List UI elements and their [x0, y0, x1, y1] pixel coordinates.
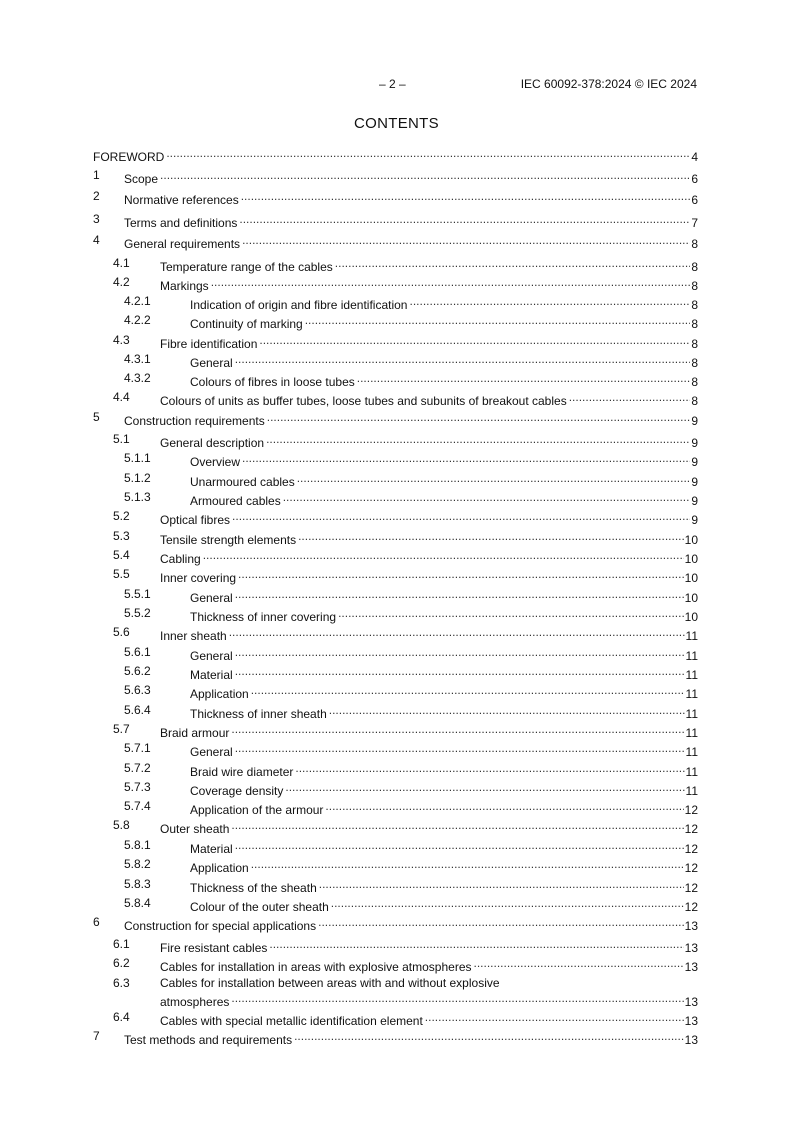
toc-entry-page: 9	[691, 475, 698, 489]
toc-entry-page: 6	[691, 193, 698, 207]
dot-leader	[266, 432, 690, 447]
toc-entry-page: 11	[685, 687, 698, 701]
toc-entry[interactable]	[93, 625, 698, 643]
toc-entry-page: 11	[685, 726, 698, 740]
dot-leader	[425, 1010, 684, 1025]
toc-entry[interactable]	[93, 956, 698, 974]
toc-entry-page: 11	[685, 629, 698, 643]
toc-entry-number: 5.5.2	[124, 606, 151, 620]
toc-entry[interactable]	[93, 1029, 698, 1047]
toc-entry-title: Application of the armour	[190, 803, 324, 817]
dot-leader	[259, 333, 690, 348]
toc-entry-title-line1: Cables for installation between areas with and without explosive	[160, 976, 500, 990]
toc-entry-title: Outer sheath	[160, 822, 230, 836]
dot-leader	[238, 567, 684, 582]
dot-leader	[235, 587, 684, 602]
toc-entry-number: 5.7.3	[124, 780, 151, 794]
toc-entry-number: 5.6.4	[124, 703, 151, 717]
toc-entry-page: 11	[685, 784, 698, 798]
toc-entry-page: 13	[684, 960, 698, 974]
toc-entry-number: 6.2	[113, 956, 130, 970]
toc-entry-number: 7	[93, 1029, 100, 1043]
toc-entry[interactable]	[93, 703, 698, 721]
toc-entry-title: Markings	[160, 279, 209, 293]
toc-entry-title: Armoured cables	[190, 494, 281, 508]
toc-entry-number: 5.6.1	[124, 645, 151, 659]
toc-entry-page: 12	[684, 861, 698, 875]
toc-entry[interactable]	[93, 761, 698, 779]
toc-entry-title: Normative references	[124, 193, 239, 207]
toc-entry-page: 12	[684, 803, 698, 817]
toc-entry-number: 2	[93, 189, 100, 203]
toc-entry-title: Tensile strength elements	[160, 533, 297, 547]
dot-leader	[357, 371, 691, 386]
toc-entry-number: 5.3	[113, 529, 130, 543]
toc-entry-title: Unarmoured cables	[190, 475, 295, 489]
dot-leader	[242, 451, 690, 466]
toc-entry-title: Application	[190, 687, 249, 701]
toc-entry-number: 4.3	[113, 333, 130, 347]
toc-entry-title: Optical fibres	[160, 513, 231, 527]
toc-entry-page: 6	[691, 172, 698, 186]
toc-entry-page: 9	[691, 494, 698, 508]
toc-entry-title: General	[190, 649, 233, 663]
toc-entry[interactable]	[93, 371, 698, 389]
toc-entry-title: Colour of the outer sheath	[190, 900, 329, 914]
dot-leader	[242, 233, 690, 248]
dot-leader	[325, 799, 683, 814]
toc-entry-title: Construction requirements	[124, 414, 265, 428]
toc-entry[interactable]	[93, 567, 698, 585]
dot-leader	[235, 838, 684, 853]
toc-entry-number: 5.6.2	[124, 664, 151, 678]
toc-entry-title: Cables with special metallic identification element	[160, 1014, 423, 1028]
toc-entry-title: Braid armour	[160, 726, 230, 740]
toc-entry-number: 4.1	[113, 256, 130, 270]
toc-entry-page: 10	[684, 552, 698, 566]
toc-entry-page: 11	[685, 745, 698, 759]
toc-entry-page: 7	[691, 216, 698, 230]
toc-entry-title: Thickness of inner sheath	[190, 707, 327, 721]
toc-entry[interactable]	[93, 189, 698, 207]
toc-entry-number: 5.6.3	[124, 683, 151, 697]
toc-entry-number: 5.8.1	[124, 838, 151, 852]
dot-leader	[160, 168, 690, 183]
toc-entry[interactable]	[93, 410, 698, 428]
dot-leader	[474, 956, 684, 971]
toc-entry[interactable]	[93, 915, 698, 933]
toc-entry-number: 5.7.4	[124, 799, 151, 813]
toc-entry-page: 10	[684, 571, 698, 585]
dot-leader	[203, 548, 684, 563]
toc-entry-number: 5.1.3	[124, 490, 151, 504]
dot-leader	[267, 410, 691, 425]
toc-entry-title: Colours of fibres in loose tubes	[190, 375, 355, 389]
toc-entry[interactable]	[93, 587, 698, 605]
toc-entry-page: 12	[684, 822, 698, 836]
toc-entry-number: 5.8.4	[124, 896, 151, 910]
toc-entry-number: 4.4	[113, 390, 130, 404]
dot-leader	[409, 294, 690, 309]
dot-leader	[251, 857, 684, 872]
toc-entry-number: 4.2	[113, 275, 130, 289]
toc-entry-title: General description	[160, 436, 265, 450]
toc-entry[interactable]	[93, 212, 698, 230]
toc-entry-page: 10	[684, 533, 698, 547]
toc-entry-page: 8	[691, 317, 698, 331]
toc-entry-number: 5.1.2	[124, 471, 151, 485]
toc-entry-number: 6	[93, 915, 100, 929]
dot-leader	[283, 490, 691, 505]
toc-entry-page: 11	[685, 765, 698, 779]
toc-entry[interactable]	[93, 741, 698, 759]
toc-entry-number: 4	[93, 233, 100, 247]
page-number: – 2 –	[379, 77, 406, 91]
page-title: CONTENTS	[354, 115, 439, 132]
toc-entry-title: Colours of units as buffer tubes, loose tubes and subunits of breakout cables	[160, 394, 567, 408]
toc-entry-title: Material	[190, 668, 233, 682]
toc-entry[interactable]	[93, 313, 698, 331]
toc-entry-title: Fire resistant cables	[160, 941, 268, 955]
toc-entry-number: 5.2	[113, 509, 130, 523]
toc-entry[interactable]	[93, 233, 698, 251]
toc-entry-title: Coverage density	[190, 784, 284, 798]
toc-entry-number: 5.6	[113, 625, 130, 639]
dot-leader	[318, 915, 684, 930]
toc-entry-title: Test methods and requirements	[124, 1033, 293, 1047]
toc-entry-page: 12	[684, 900, 698, 914]
document-reference: IEC 60092-378:2024 © IEC 2024	[520, 77, 697, 91]
dot-leader	[231, 722, 684, 737]
dot-leader	[335, 256, 691, 271]
toc-entry-number: 5.7.2	[124, 761, 151, 775]
toc-entry-title: Material	[190, 842, 233, 856]
toc-entry-title: Cabling	[160, 552, 201, 566]
toc-entry-number: 4.3.2	[124, 371, 151, 385]
toc-entry[interactable]	[93, 877, 698, 895]
toc-entry-number: 5.8	[113, 818, 130, 832]
toc-entry-page: 11	[685, 649, 698, 663]
toc-entry[interactable]	[93, 818, 698, 836]
toc-entry-title: Cables for installation in areas with explosive atmospheres	[160, 960, 472, 974]
toc-entry[interactable]	[93, 294, 698, 312]
toc-entry-page: 8	[691, 260, 698, 274]
dot-leader	[231, 818, 683, 833]
toc-entry-number: 5.5.1	[124, 587, 151, 601]
toc-entry-page: 9	[691, 513, 698, 527]
toc-entry-number: 6.4	[113, 1010, 130, 1024]
toc-entry[interactable]	[93, 529, 698, 547]
dot-leader	[232, 509, 690, 524]
dot-leader	[235, 741, 685, 756]
toc-entry-title: Terms and definitions	[124, 216, 238, 230]
toc-entry-page: 8	[691, 337, 698, 351]
toc-entry-page: 10	[684, 610, 698, 624]
toc-entry[interactable]	[93, 509, 698, 527]
toc-entry[interactable]	[93, 451, 698, 469]
toc-entry[interactable]	[93, 857, 698, 875]
toc-entry[interactable]	[93, 838, 698, 856]
toc-entry[interactable]	[93, 168, 698, 186]
toc-entry-page: 9	[691, 436, 698, 450]
dot-leader	[294, 1029, 684, 1044]
toc-entry[interactable]	[93, 606, 698, 624]
toc-entry-title: atmospheres	[160, 995, 230, 1009]
toc-entry[interactable]	[93, 548, 698, 566]
toc-entry[interactable]	[93, 976, 698, 1009]
toc-entry-page: 8	[691, 279, 698, 293]
toc-entry[interactable]	[93, 390, 698, 408]
toc-entry[interactable]	[93, 432, 698, 450]
dot-leader	[235, 645, 685, 660]
toc-entry-number: 5.4	[113, 548, 130, 562]
dot-leader	[235, 664, 685, 679]
toc-entry[interactable]	[93, 683, 698, 701]
toc-entry-title: Temperature range of the cables	[160, 260, 333, 274]
toc-entry-number: 3	[93, 212, 100, 226]
toc-entry-title: Inner sheath	[160, 629, 227, 643]
toc-entry-number: 6.1	[113, 937, 130, 951]
dot-leader	[297, 471, 691, 486]
toc-entry[interactable]	[93, 799, 698, 817]
toc-entry-number: 5.7.1	[124, 741, 151, 755]
toc-entry-title: Inner covering	[160, 571, 237, 585]
toc-entry[interactable]	[93, 645, 698, 663]
toc-entry-title: General	[190, 591, 233, 605]
toc-entry-page: 12	[684, 881, 698, 895]
toc-entry[interactable]	[93, 490, 698, 508]
dot-leader	[269, 937, 683, 952]
toc-entry-page: 13	[684, 1033, 698, 1047]
toc-entry-number: 4.3.1	[124, 352, 151, 366]
toc-entry-title: Thickness of inner covering	[190, 610, 337, 624]
toc-entry-title: FOREWORD	[93, 150, 165, 164]
toc-entry[interactable]	[93, 896, 698, 914]
toc-entry-page: 4	[691, 150, 698, 164]
toc-entry-number: 5.5	[113, 567, 130, 581]
dot-leader	[239, 212, 690, 227]
toc-entry-title: General	[190, 356, 233, 370]
toc-entry-number: 6.3	[113, 976, 130, 990]
toc-entry-page: 8	[691, 237, 698, 251]
dot-leader	[229, 625, 685, 640]
toc-entry-page: 9	[691, 414, 698, 428]
toc-entry[interactable]	[93, 352, 698, 370]
toc-entry-number: 4.2.1	[124, 294, 151, 308]
toc-entry-page: 8	[691, 375, 698, 389]
toc-entry-title: Overview	[190, 455, 241, 469]
dot-leader	[211, 275, 691, 290]
toc-entry[interactable]	[93, 780, 698, 798]
toc-entry-title: Thickness of the sheath	[190, 881, 317, 895]
toc-entry-number: 5.8.3	[124, 877, 151, 891]
toc-entry[interactable]	[93, 333, 698, 351]
toc-entry-title: Braid wire diameter	[190, 765, 294, 779]
toc-entry[interactable]	[93, 275, 698, 293]
toc-entry-number: 5.1	[113, 432, 130, 446]
toc-entry-page: 11	[685, 707, 698, 721]
toc-entry-number: 5.1.1	[124, 451, 151, 465]
toc-entry-number: 5	[93, 410, 100, 424]
toc-entry[interactable]	[93, 664, 698, 682]
dot-leader	[305, 313, 691, 328]
toc-entry-title: Indication of origin and fibre identification	[190, 298, 408, 312]
toc-entry[interactable]	[93, 256, 698, 274]
dot-leader	[338, 606, 684, 621]
dot-leader	[251, 683, 685, 698]
toc-entry-page: 8	[691, 298, 698, 312]
toc-entry[interactable]	[93, 937, 698, 955]
toc-entry-title: Construction for special applications	[124, 919, 317, 933]
dot-leader	[235, 352, 691, 367]
dot-leader	[319, 877, 684, 892]
toc-entry-title: General requirements	[124, 237, 241, 251]
dot-leader	[331, 896, 684, 911]
toc-entry-page: 12	[684, 842, 698, 856]
toc-entry[interactable]	[93, 471, 698, 489]
dot-leader	[569, 390, 691, 405]
dot-leader	[241, 189, 691, 204]
toc-entry-title: Application	[190, 861, 249, 875]
toc-entry-page: 10	[684, 591, 698, 605]
dot-leader	[329, 703, 685, 718]
toc-entry-page: 13	[684, 941, 698, 955]
toc-entry-page: 13	[684, 919, 698, 933]
toc-entry-number: 5.7	[113, 722, 130, 736]
toc-entry-page: 8	[691, 356, 698, 370]
toc-entry-title: Fibre identification	[160, 337, 258, 351]
toc-entry[interactable]	[93, 1010, 698, 1028]
toc-entry-page: 8	[691, 394, 698, 408]
toc-entry-title: Continuity of marking	[190, 317, 303, 331]
toc-entry[interactable]	[93, 722, 698, 740]
toc-entry-page: 13	[684, 1014, 698, 1028]
toc-entry-page: 9	[691, 455, 698, 469]
toc-entry-number: 4.2.2	[124, 313, 151, 327]
toc-entry-number: 5.8.2	[124, 857, 151, 871]
toc-entry-title: General	[190, 745, 233, 759]
toc-entry-page: 11	[685, 668, 698, 682]
dot-leader	[295, 761, 684, 776]
dot-leader	[298, 529, 684, 544]
toc-entry-page: 13	[684, 995, 698, 1009]
dot-leader	[285, 780, 684, 795]
dot-leader	[166, 146, 690, 161]
dot-leader	[231, 991, 683, 1006]
toc-entry[interactable]	[93, 146, 698, 164]
toc-entry-title: Scope	[124, 172, 159, 186]
toc-entry-number: 1	[93, 168, 100, 182]
